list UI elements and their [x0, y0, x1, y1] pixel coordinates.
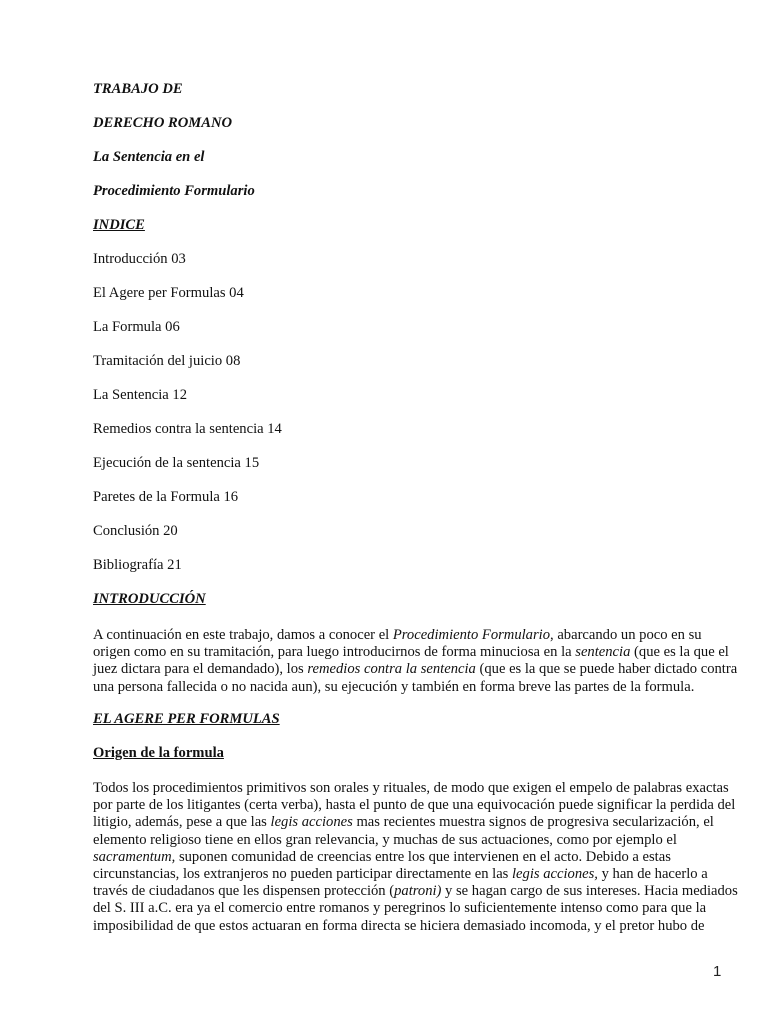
subtitle-line-1: La Sentencia en el [93, 149, 205, 165]
text-run: (que es la que el [630, 644, 729, 661]
text-run: imposibilidad de que estos actuaran en forma directa se hiciera demasiado incomoda, y el pretor hubo de [93, 917, 705, 934]
italic-term: sentencia [575, 644, 631, 661]
italic-term: Procedimiento Formulario [392, 627, 551, 643]
italic-term: legis acciones [270, 814, 353, 831]
index-item: La Sentencia 12 [93, 387, 188, 403]
text-run: por parte de los litigantes (certa verba), hasta el punto de que una equivocación puede significar la perdida del [93, 797, 736, 814]
index-item: Bibliografía 21 [93, 557, 182, 573]
paragraph-line [93, 627, 733, 644]
page-number: 1 [713, 963, 722, 980]
intro-paragraph [93, 627, 738, 696]
paragraph-line [93, 797, 736, 814]
italic-term: remedios contra la sentencia [307, 661, 476, 678]
title-line-2: DERECHO ROMANO [93, 115, 233, 131]
paragraph-line [93, 918, 733, 935]
text-run: suponen comunidad de creencias entre los que intervienen en el acto. Debido a estas [175, 848, 671, 865]
index-item: Conclusión 20 [93, 523, 178, 539]
paragraph-line [93, 780, 733, 797]
subtitle-line-2: Procedimiento Formulario [93, 183, 255, 199]
italic-term: legis acciones, [512, 866, 598, 883]
text-run: del S. III a.C. era ya el comercio entre romanos y peregrinos lo suficientemente intenso como para que la [93, 900, 707, 917]
text-run: juez dictara para el demandado), los [93, 661, 308, 678]
text-run: través de ciudadanos que les dispensen protección ( [93, 883, 395, 900]
paragraph-line [93, 814, 733, 831]
index-item: Tramitación del juicio 08 [93, 353, 241, 369]
paragraph-line [93, 644, 733, 661]
index-item: El Agere per Formulas 04 [93, 285, 244, 301]
text-run: mas recientes muestra signos de progresiva secularización, el [352, 814, 714, 831]
index-item: Ejecución de la sentencia 15 [93, 455, 260, 471]
paragraph-line [93, 866, 733, 883]
paragraph-line [93, 883, 738, 900]
index-item: La Formula 06 [93, 319, 180, 335]
index-item: Remedios contra la sentencia 14 [93, 421, 282, 437]
text-run: elemento religioso tiene en ellos gran relevancia, y muchas de sus actuaciones, como por ejemplo el [93, 831, 677, 848]
paragraph-line [93, 900, 733, 917]
text-run: (que es la que se puede haber dictado contra [475, 661, 738, 678]
text-run: y se hagan cargo de sus intereses. Hacia mediados [441, 883, 738, 900]
text-run: circunstancias, los extranjeros no pueden participar directamente en las [93, 866, 512, 883]
title-line-1: TRABAJO DE [93, 81, 183, 97]
paragraph-line [93, 849, 733, 866]
index-item: Paretes de la Formula 16 [93, 489, 239, 505]
text-run: Todos los procedimientos primitivos son orales y rituales, de modo que exigen el empelo de palabras exactas [93, 780, 729, 796]
text-run: y han de hacerlo a [597, 866, 708, 883]
origin-subheading: Origen de la formula [93, 745, 224, 761]
italic-term: patroni) [394, 883, 442, 900]
italic-term: sacramentum, [93, 848, 176, 865]
paragraph-line [93, 661, 738, 678]
intro-heading: INTRODUCCIÓN [93, 591, 206, 607]
index-heading: INDICE [93, 217, 145, 233]
paragraph-line [93, 679, 733, 696]
agere-heading: EL AGERE PER FORMULAS [93, 711, 280, 727]
index-item: Introducción 03 [93, 251, 186, 267]
text-run: una persona fallecida o no nacida aun), su ejecución y también en forma breve las partes de la formula. [93, 678, 695, 695]
text-run: litigio, además, pese a que las [93, 814, 271, 831]
text-run: origen como en su tramitación, para luego introducirnos de forma minuciosa en la [93, 644, 576, 661]
text-run: , abarcando un poco en su [550, 627, 702, 643]
paragraph-line [93, 832, 733, 849]
text-run: A continuación en este trabajo, damos a conocer el [93, 627, 393, 643]
origin-paragraph [93, 780, 738, 935]
